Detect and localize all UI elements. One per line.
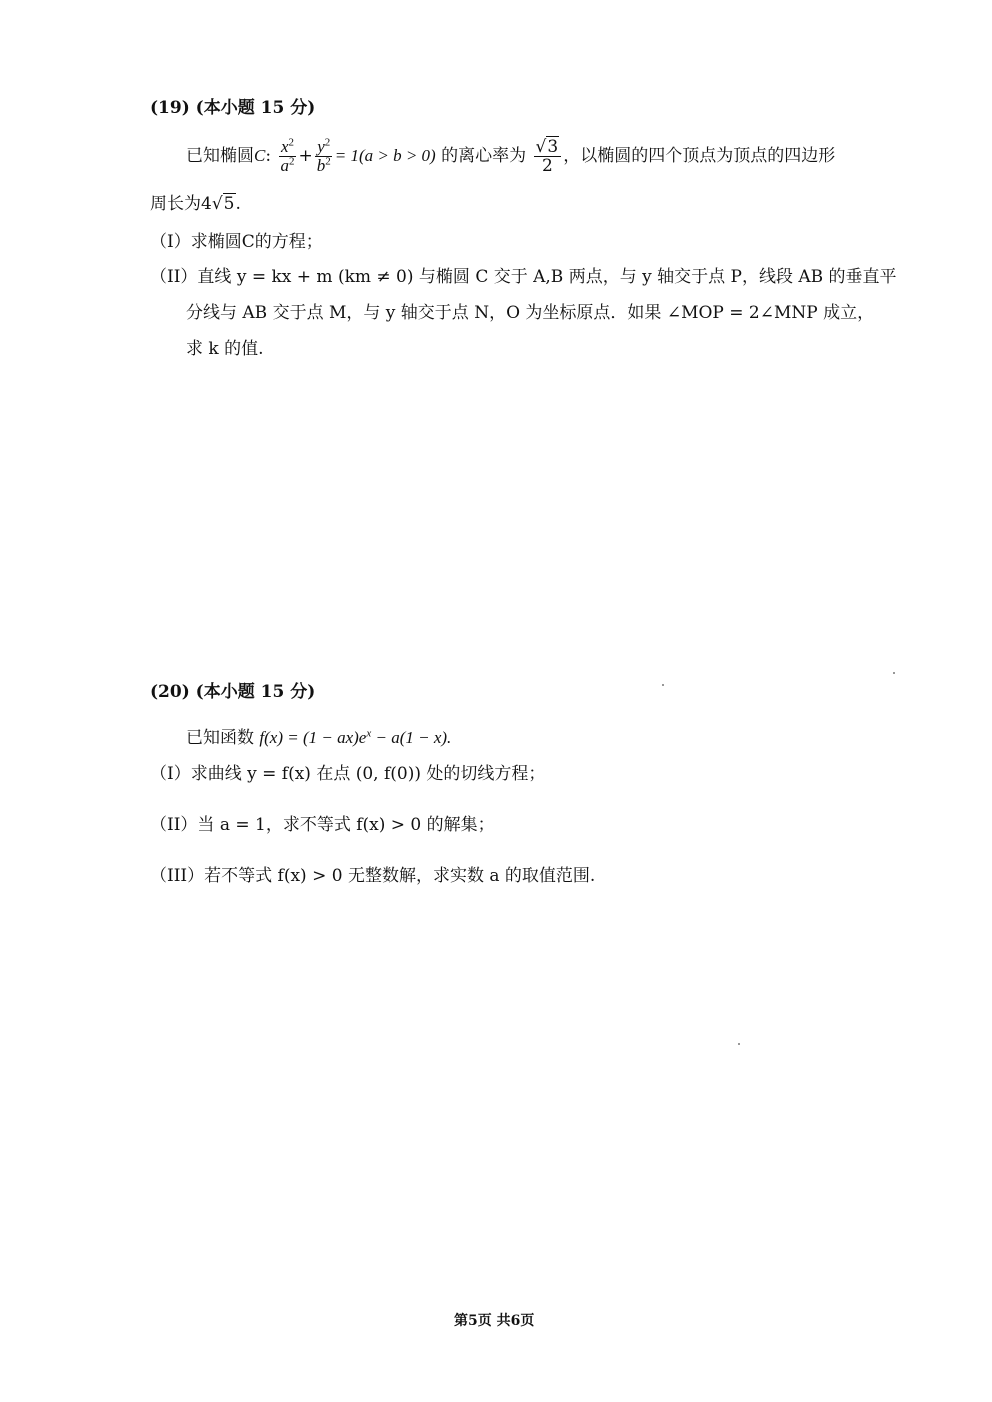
q19-eccentricity-text: 的离心率为 xyxy=(441,146,527,166)
q19-frac-y: $\frac{y^2}{b^2}$ xyxy=(316,136,331,175)
q19-intro xyxy=(186,132,835,180)
q19-b: b xyxy=(316,156,326,175)
scan-speck xyxy=(738,1043,740,1045)
q19-perimeter-end: . xyxy=(235,194,241,214)
q19-frac-x: $\frac{x^2}{a^2}$ xyxy=(280,136,295,175)
q19-intro-suffix: ，以椭圆的四个顶点为顶点的四边形 xyxy=(563,146,836,166)
q19-condition: = 1(a > b > 0) xyxy=(334,146,436,165)
page-footer: 第5页 共6页 xyxy=(454,1313,535,1329)
q19-y: y xyxy=(317,137,325,156)
q20-part1: （I）求曲线 y = f(x) 在点 (0, f(0)) 处的切线方程； xyxy=(150,764,546,784)
q19-two: 2 xyxy=(541,156,553,176)
q20-part2: （II）当 a = 1，求不等式 f(x) > 0 的解集； xyxy=(150,815,495,835)
q19-part2-line2: 分线与 AB 交于点 M，与 y 轴交于点 N，O 为坐标原点．如果 ∠MOP = 2∠MNP 成立， xyxy=(186,303,875,323)
sqrt-icon: √5 xyxy=(211,194,235,214)
q19-header: (19) (本小题 15 分) xyxy=(150,98,316,118)
q19-a: a xyxy=(280,156,289,175)
q19-part2-line1: （II）直线 y = kx + m (km ≠ 0) 与椭圆 C 交于 A,B 两点，与 y 轴交于点 P，线段 AB 的垂直平 xyxy=(150,267,897,287)
q20-header: (20) (本小题 15 分) xyxy=(150,682,316,702)
q19-perimeter xyxy=(150,192,241,216)
scan-speck xyxy=(893,672,895,674)
q19-eccentricity-value xyxy=(534,138,562,175)
q19-perimeter-prefix: 周长为 xyxy=(150,194,201,214)
q20-part3: （III）若不等式 f(x) > 0 无整数解，求实数 a 的取值范围. xyxy=(150,866,596,886)
q19-colon: : xyxy=(265,146,272,166)
q19-part2-line3: 求 k 的值. xyxy=(186,339,264,359)
q19-plus: + xyxy=(298,146,313,166)
q20-intro-prefix: 已知函数 xyxy=(186,728,254,748)
q19-perimeter-rad: 5 xyxy=(223,194,235,214)
q20-function-def: f(x) = (1 − ax)e xyxy=(259,728,367,747)
sqrt-icon: √3 xyxy=(535,137,559,157)
q19-intro-prefix: 已知椭圆 xyxy=(186,146,254,166)
q19-part1: （I）求椭圆C的方程； xyxy=(150,232,323,252)
q20-exp: x xyxy=(366,727,372,740)
q19-perimeter-coef: 4 xyxy=(201,194,212,214)
q19-x: x xyxy=(280,137,289,156)
q20-intro xyxy=(186,726,451,750)
q19-sqrt3: 3 xyxy=(547,137,559,157)
q20-function-tail: − a(1 − x). xyxy=(371,728,452,747)
q19-ellipse-name: C xyxy=(254,146,266,165)
scan-speck xyxy=(662,684,664,686)
